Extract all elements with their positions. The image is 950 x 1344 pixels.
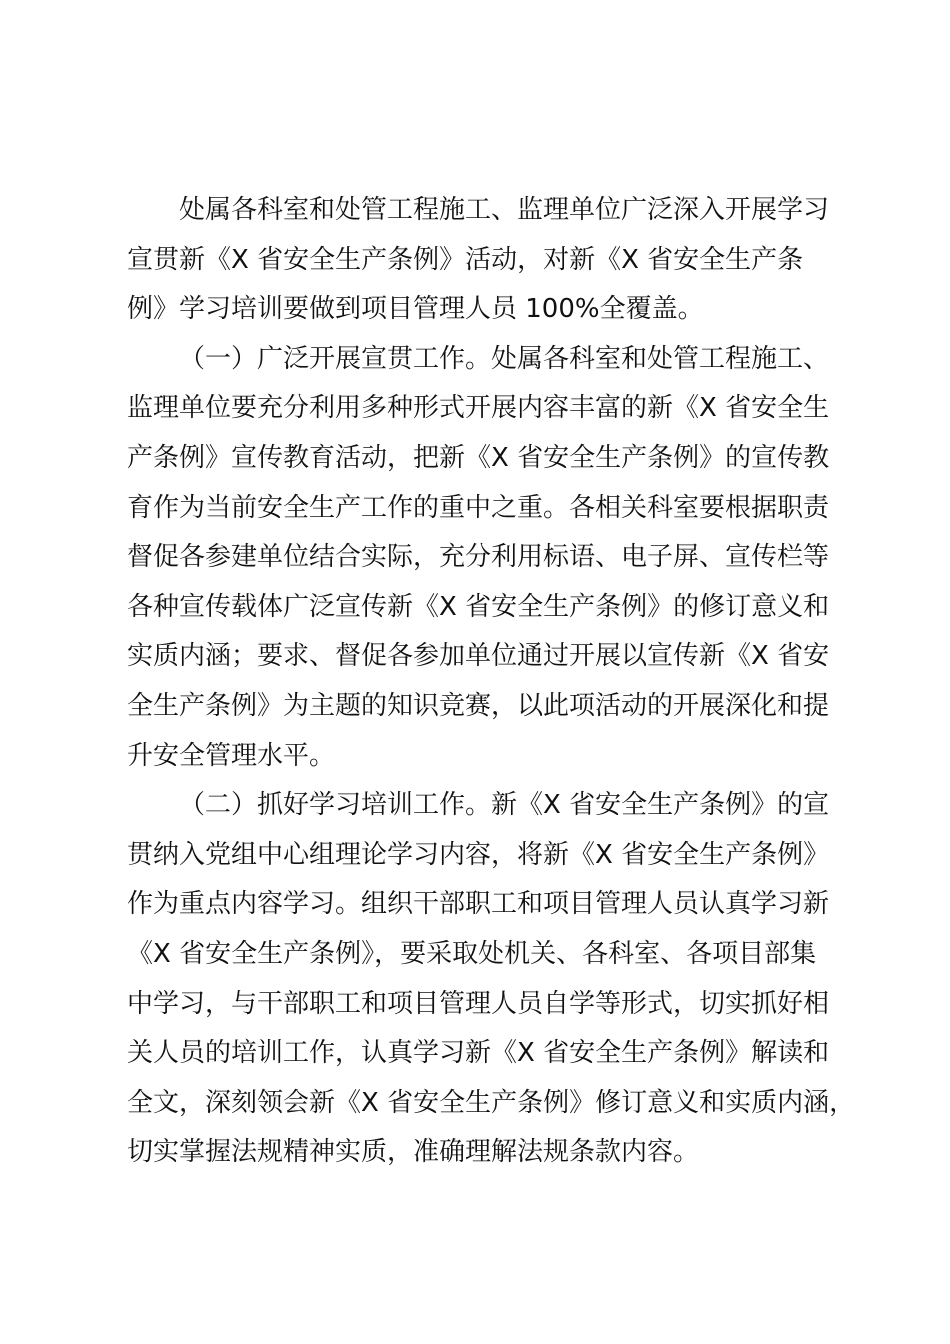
text-line: 关人员的培训工作，认真学习新《X 省安全生产条例》解读和 — [127, 1038, 830, 1069]
text-line: 产条例》宣传教育活动，把新《X 省安全生产条例》的宣传教 — [127, 442, 830, 473]
text-line: （一）广泛开展宣贯工作。处属各科室和处管工程施工、 — [179, 343, 830, 374]
paragraph-1 — [127, 186, 833, 335]
text-line: 作为重点内容学习。组织干部职工和项目管理人员认真学习新 — [127, 889, 830, 920]
text-line: 督促各参建单位结合实际，充分利用标语、电子屏、宣传栏等 — [127, 542, 830, 573]
text-line: 监理单位要充分利用多种形式开展内容丰富的新《X 省安全生 — [127, 393, 830, 424]
text-line: 宣贯新《X 省安全生产条例》活动，对新《X 省安全生产条 — [127, 244, 804, 275]
text-line: 全文，深刻领会新《X 省安全生产条例》修订意义和实质内涵， — [127, 1087, 856, 1118]
text-line: 贯纳入党组中心组理论学习内容，将新《X 省安全生产条例》 — [127, 839, 830, 870]
text-line: 实质内涵；要求、督促各参加单位通过开展以宣传新《X 省安 — [127, 641, 830, 672]
text-line: 育作为当前安全生产工作的重中之重。各相关科室要根据职责 — [127, 492, 830, 523]
text-line: 全生产条例》为主题的知识竞赛，以此项活动的开展深化和提 — [127, 690, 830, 721]
text-line: 中学习，与干部职工和项目管理人员自学等形式，切实抓好相 — [127, 988, 830, 1019]
paragraph-2 — [127, 335, 833, 781]
paragraph-3 — [127, 781, 856, 1178]
text-line: 例》学习培训要做到项目管理人员 100%全覆盖。 — [127, 294, 704, 325]
text-line: 各种宣传载体广泛宣传新《X 省安全生产条例》的修订意义和 — [127, 591, 830, 622]
document-body — [127, 186, 856, 1178]
text-line: （二）抓好学习培训工作。新《X 省安全生产条例》的宣 — [179, 790, 830, 821]
text-line: 《X 省安全生产条例》，要采取处机关、各科室、各项目部集 — [127, 938, 817, 969]
text-line: 处属各科室和处管工程施工、监理单位广泛深入开展学习 — [179, 195, 830, 225]
text-line: 切实掌握法规精神实质，准确理解法规条款内容。 — [127, 1137, 700, 1168]
text-line: 升安全管理水平。 — [127, 740, 336, 771]
